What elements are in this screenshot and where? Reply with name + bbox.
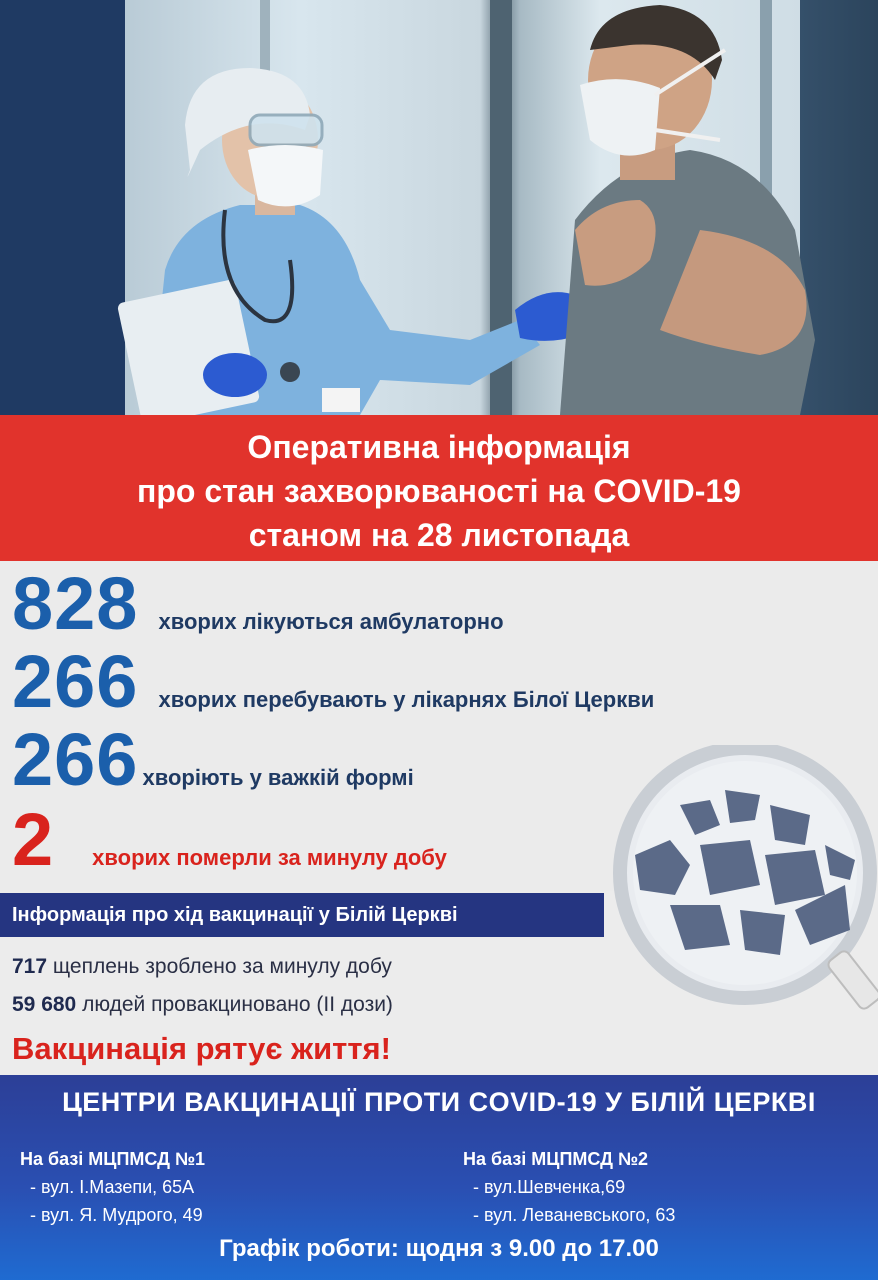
vaccinations-daily-count: 717 — [12, 955, 48, 978]
stat-label: хворих перебувають у лікарнях Білої Церкви — [158, 687, 655, 712]
stat-severe — [12, 718, 414, 801]
working-schedule: Графік роботи: щодня з 9.00 до 17.00 — [219, 1235, 659, 1262]
vaccinated-total-text: людей провакциновано (ІІ дози) — [76, 993, 393, 1016]
center-2-address-1: - вул.Шевченка,69 — [473, 1177, 626, 1197]
center-1 — [20, 1145, 205, 1229]
stat-label: хворих лікуються амбулаторно — [158, 609, 504, 634]
headline-line-3: станом на 28 листопада — [248, 517, 630, 553]
stat-number: 266 — [12, 718, 139, 801]
vaccinated-total-count: 59 680 — [12, 993, 77, 1016]
doctor-patient-photo — [0, 0, 878, 415]
stat-label: хворих померли за минулу добу — [92, 845, 447, 870]
stat-number: 2 — [12, 798, 55, 881]
center-2-address-2: - вул. Леваневського, 63 — [473, 1205, 676, 1225]
stat-deaths — [12, 798, 447, 881]
vaccination-daily-line — [12, 955, 392, 979]
vaccination-info-heading: Інформація про хід вакцинації у Білій Церкві — [0, 893, 604, 937]
doctor-patient-illustration — [0, 0, 878, 415]
stat-number: 266 — [12, 640, 139, 723]
stat-number: 828 — [12, 562, 139, 645]
vaccination-slogan: Вакцинація рятує життя! — [12, 1031, 391, 1066]
center-1-address-1: - вул. І.Мазепи, 65А — [30, 1177, 195, 1197]
center-1-address-2: - вул. Я. Мудрого, 49 — [30, 1205, 203, 1225]
stat-label: хворіють у важкій формі — [142, 765, 414, 790]
centers-title: ЦЕНТРИ ВАКЦИНАЦІЇ ПРОТИ COVID-19 У БІЛІЙ ЦЕРКВІ — [62, 1087, 816, 1117]
vaccination-total-line — [12, 993, 393, 1017]
headline-banner — [0, 415, 878, 561]
headline-line-1: Оперативна інформація — [247, 429, 631, 465]
headline-line-2: про стан захворюваності на COVID-19 — [137, 473, 741, 509]
center-2-heading: На базі МЦПМСД №2 — [463, 1149, 649, 1169]
vaccinations-daily-text: щеплень зроблено за минулу добу — [47, 955, 392, 978]
magnifying-glass-city-map-icon — [610, 745, 878, 1015]
center-2 — [463, 1145, 675, 1229]
vaccination-centers-section — [0, 1075, 878, 1280]
stat-hospitalized — [12, 640, 655, 723]
center-1-heading: На базі МЦПМСД №1 — [20, 1149, 206, 1169]
stat-outpatient — [12, 562, 504, 645]
